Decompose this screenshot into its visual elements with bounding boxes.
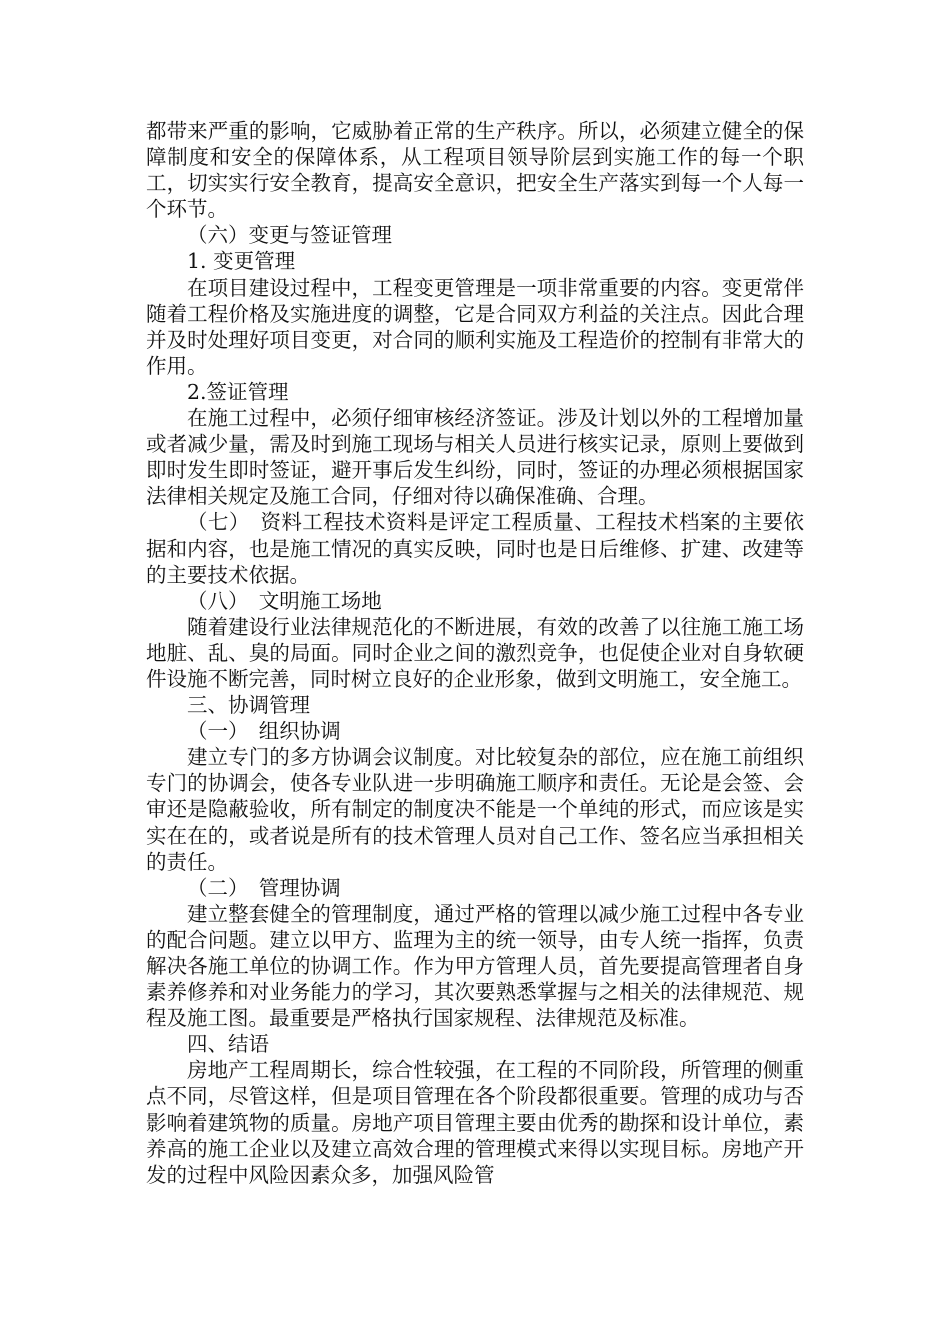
paragraph-visa-management: 在施工过程中，必须仔细审核经济签证。涉及计划以外的工程增加量或者减少量，需及时到施工现场与相关人员进行核实记录，原则上要做到即时发生即时签证，避开事后发生纠纷，同时，签证的办理必须根据国家法律相关规定及施工合同，仔细对待以确保准确、合理。: [146, 406, 804, 509]
section-heading-conclusion: 四、结语: [187, 1032, 269, 1057]
paragraph-change-management: 在项目建设过程中，工程变更管理是一项非常重要的内容。变更常伴随着工程价格及实施进度的调整，它是合同双方利益的关注点。因此合理并及时处理好项目变更，对合同的顺利实施及工程造价的控制有非常大的作用。: [146, 275, 804, 378]
paragraph-management-coordination: 建立整套健全的管理制度，通过严格的管理以减少施工过程中各专业的配合问题。建立以甲方、监理为主的统一领导，由专人统一指挥，负责解决各施工单位的协调工作。作为甲方管理人员，首先要提高管理者自身素养修养和对业务能力的学习，其次要熟悉掌握与之相关的法律规范、规程及施工图。最重要是严格执行国家规程、法律规范及标准。: [146, 901, 804, 1031]
subheading-change-management: 1. 变更管理: [187, 249, 296, 274]
paragraph-safety-continuation: 都带来严重的影响，它威胁着正常的生产秩序。所以，必须建立健全的保障制度和安全的保障体系，从工程项目领导阶层到实施工作的每一个职工，切实实行安全教育，提高安全意识，把安全生产落实到每一个人每一个环节。: [146, 119, 804, 222]
subheading-visa-management: 2.签证管理: [187, 379, 289, 404]
paragraph-organization-coordination: 建立专门的多方协调会议制度。对比较复杂的部位，应在施工前组织专门的协调会，使各专业队进一步明确施工顺序和责任。无论是会签、会审还是隐蔽验收，所有制定的制度决不能是一个单纯的形式，而应该是实实在在的，或者说是所有的技术管理人员对自己工作、签名应当承担相关的责任。: [146, 745, 804, 874]
document-page: [146, 118, 804, 1188]
subheading-management-coordination: （二） 管理协调: [187, 875, 341, 900]
section-heading-change-and-visa: （六）变更与签证管理: [187, 223, 392, 248]
subheading-organization-coordination: （一） 组织协调: [187, 719, 341, 744]
section-heading-coordination: 三、协调管理: [187, 693, 310, 718]
section-heading-civilized-site: （八） 文明施工场地: [187, 588, 382, 613]
paragraph-technical-documents: （七） 资料工程技术资料是评定工程质量、工程技术档案的主要依据和内容，也是施工情况的真实反映，同时也是日后维修、扩建、改建等的主要技术依据。: [146, 510, 804, 587]
paragraph-civilized-site: 随着建设行业法律规范化的不断进展，有效的改善了以往施工施工场地脏、乱、臭的局面。同时企业之间的激烈竞争，也促使企业对自身软硬件设施不断完善，同时树立良好的企业形象，做到文明施工，安全施工。: [146, 614, 804, 691]
paragraph-conclusion: 房地产工程周期长，综合性较强，在工程的不同阶段，所管理的侧重点不同，尽管这样，但是项目管理在各个阶段都很重要。管理的成功与否影响着建筑物的质量。房地产项目管理主要由优秀的勘探和设计单位，素养高的施工企业以及建立高效合理的管理模式来得以实现目标。房地产开发的过程中风险因素众多，加强风险管: [146, 1058, 804, 1187]
